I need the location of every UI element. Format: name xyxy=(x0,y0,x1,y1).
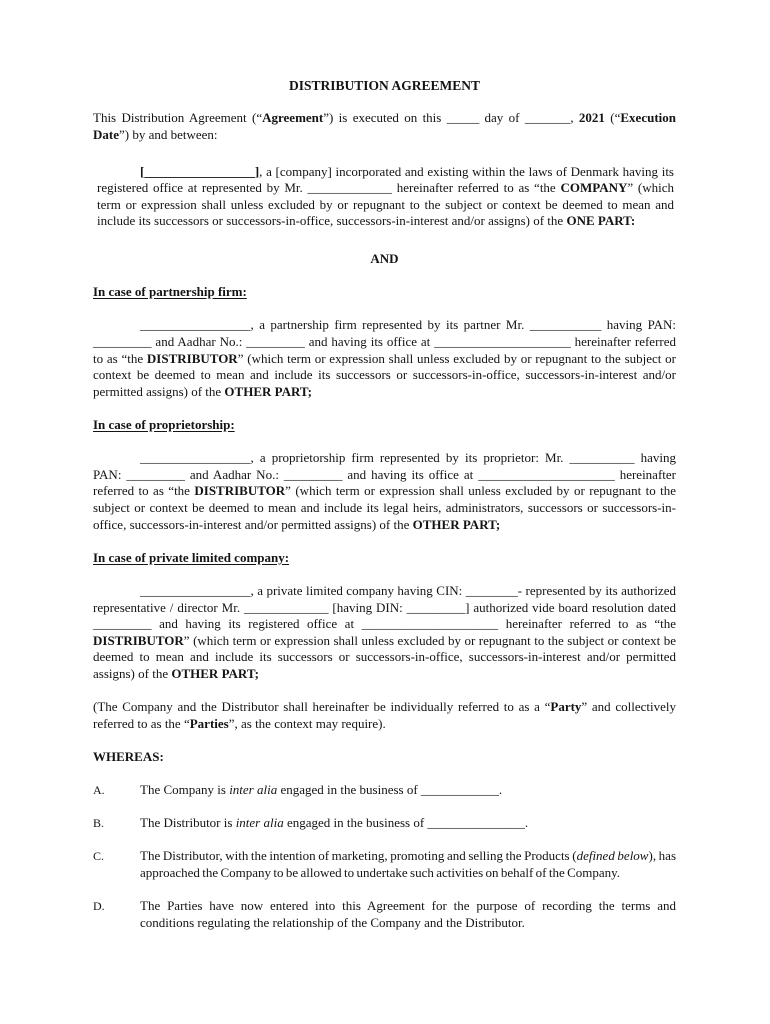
intro-text: This Distribution Agreement (“ xyxy=(93,109,263,125)
intro-paragraph xyxy=(93,110,676,143)
partnership-heading: In case of partnership firm: xyxy=(93,284,247,300)
recital-item xyxy=(93,848,676,881)
partnership-text: ” (which term or expression shall unless excluded by or repugnant to the subject or context be deemed to mean and include its successors or successors-in-office, successors-in-interest and/or permitted assigns) of the xyxy=(93,350,676,399)
proprietorship-text: ” (which term or expression shall unless excluded by or repugnant to the subject or context be deemed to mean and include its legal heirs, administrators, successors or successors-in-office, successors-in-interest and/or permitted assigns) of the xyxy=(93,483,676,532)
defined-term-parties: Parties xyxy=(189,715,229,731)
private-limited-text: _________________, a private limited company having CIN: ________- represented by its authorized representative / director Mr. _____________ [having DIN: _________] authorized vide board resolution dated _________ and having its registered office at _____________________ hereinafter referred to as “the xyxy=(93,582,676,632)
company-party-text: ” (which term or expression shall unless excluded by or repugnant to the subject or context be deemed to mean and include its successors or successors-in-office, successors-in-interest and/or assigns) of the xyxy=(97,180,674,229)
recital-label: C. xyxy=(93,849,105,864)
private-limited-text: ” (which term or expression shall unless excluded by or repugnant to the subject or context be deemed to mean and include its successors or successors-in-office, successors-in-interest and/or permitted assigns) of the xyxy=(93,632,676,681)
recital-text xyxy=(140,898,676,931)
proprietorship-paragraph xyxy=(93,450,676,533)
latin-term: inter alia xyxy=(235,815,284,831)
intro-text: ”) is executed on this _____ day of _______, xyxy=(323,109,579,125)
parties-note-text: ”, as the context may require). xyxy=(228,715,386,731)
proprietorship-text: _________________, a proprietorship firm represented by its proprietor: Mr. __________ having PAN: _________ and Aadhar No.: _________ and having its office at _____________________ hereinafter referred to as “the xyxy=(93,450,676,499)
recital-text xyxy=(140,815,676,832)
defined-term-agreement: Agreement xyxy=(262,109,324,125)
company-party-paragraph xyxy=(97,164,674,230)
company-name-blank: [_________________] xyxy=(140,163,260,179)
defined-term-distributor: DISTRIBUTOR xyxy=(93,632,184,648)
private-limited-heading: In case of private limited company: xyxy=(93,549,290,565)
recital-text-part: ), has approached the Company to be allowed to undertake such activities on behalf of the Company. xyxy=(140,848,676,881)
latin-term: inter alia xyxy=(229,782,278,798)
other-part-label: OTHER PART; xyxy=(412,516,501,532)
intro-text: ”) by and between: xyxy=(119,126,218,142)
defined-term-execution-date: Execution Date xyxy=(93,109,676,142)
recital-text-part: The Company is xyxy=(140,782,230,798)
proprietorship-heading: In case of proprietorship: xyxy=(93,416,235,432)
whereas-heading: WHEREAS: xyxy=(93,748,164,764)
recital-text xyxy=(140,782,676,799)
document-title: DISTRIBUTION AGREEMENT xyxy=(289,78,480,93)
intro-text: (“ xyxy=(604,109,621,125)
recital-text-part: The Parties have now entered into this Agreement for the purpose of recording the terms and conditions regulating the relationship of the Company and the Distributor. xyxy=(140,898,676,930)
defined-term-distributor: DISTRIBUTOR xyxy=(146,350,238,366)
agreement-year: 2021 xyxy=(578,109,605,125)
recital-text-part: The Distributor is xyxy=(140,815,236,831)
recital-label: B. xyxy=(93,816,105,831)
other-part-label: OTHER PART; xyxy=(224,383,312,399)
defined-term-company: COMPANY xyxy=(560,180,628,196)
defined-below-note: defined below xyxy=(576,848,649,864)
recital-text-part: engaged in the business of _______________. xyxy=(283,815,529,831)
recital-label: A. xyxy=(93,783,105,798)
company-party-text: , a [company] incorporated and existing within the laws of Denmark having its registered office at represented by Mr. _____________ hereinafter referred to as “the xyxy=(97,163,674,196)
partnership-paragraph xyxy=(93,317,676,400)
recital-item xyxy=(93,815,676,832)
recital-text-part: engaged in the business of ____________. xyxy=(277,782,503,798)
recital-text-part: The Distributor, with the intention of marketing, promoting and selling the Products ( xyxy=(140,848,577,864)
recital-text xyxy=(140,848,676,881)
and-separator: AND xyxy=(370,250,399,266)
parties-note-paragraph xyxy=(93,699,676,732)
other-part-label: OTHER PART; xyxy=(171,665,259,681)
private-limited-paragraph xyxy=(93,583,676,683)
recital-item xyxy=(93,782,676,799)
one-part-label: ONE PART: xyxy=(566,213,636,229)
recital-label: D. xyxy=(93,899,105,914)
parties-note-text: ” and collectively referred to as the “ xyxy=(93,699,676,731)
defined-term-distributor: DISTRIBUTOR xyxy=(194,483,286,499)
partnership-text: _________________, a partnership firm represented by its partner Mr. ___________ having PAN: _________ and Aadhar No.: _________ and having its office at _____________________ hereinafter referred to as “the xyxy=(93,317,676,366)
defined-term-party: Party xyxy=(550,699,582,715)
parties-note-text: (The Company and the Distributor shall hereinafter be individually referred to as a “ xyxy=(93,699,551,715)
recital-item xyxy=(93,898,676,931)
